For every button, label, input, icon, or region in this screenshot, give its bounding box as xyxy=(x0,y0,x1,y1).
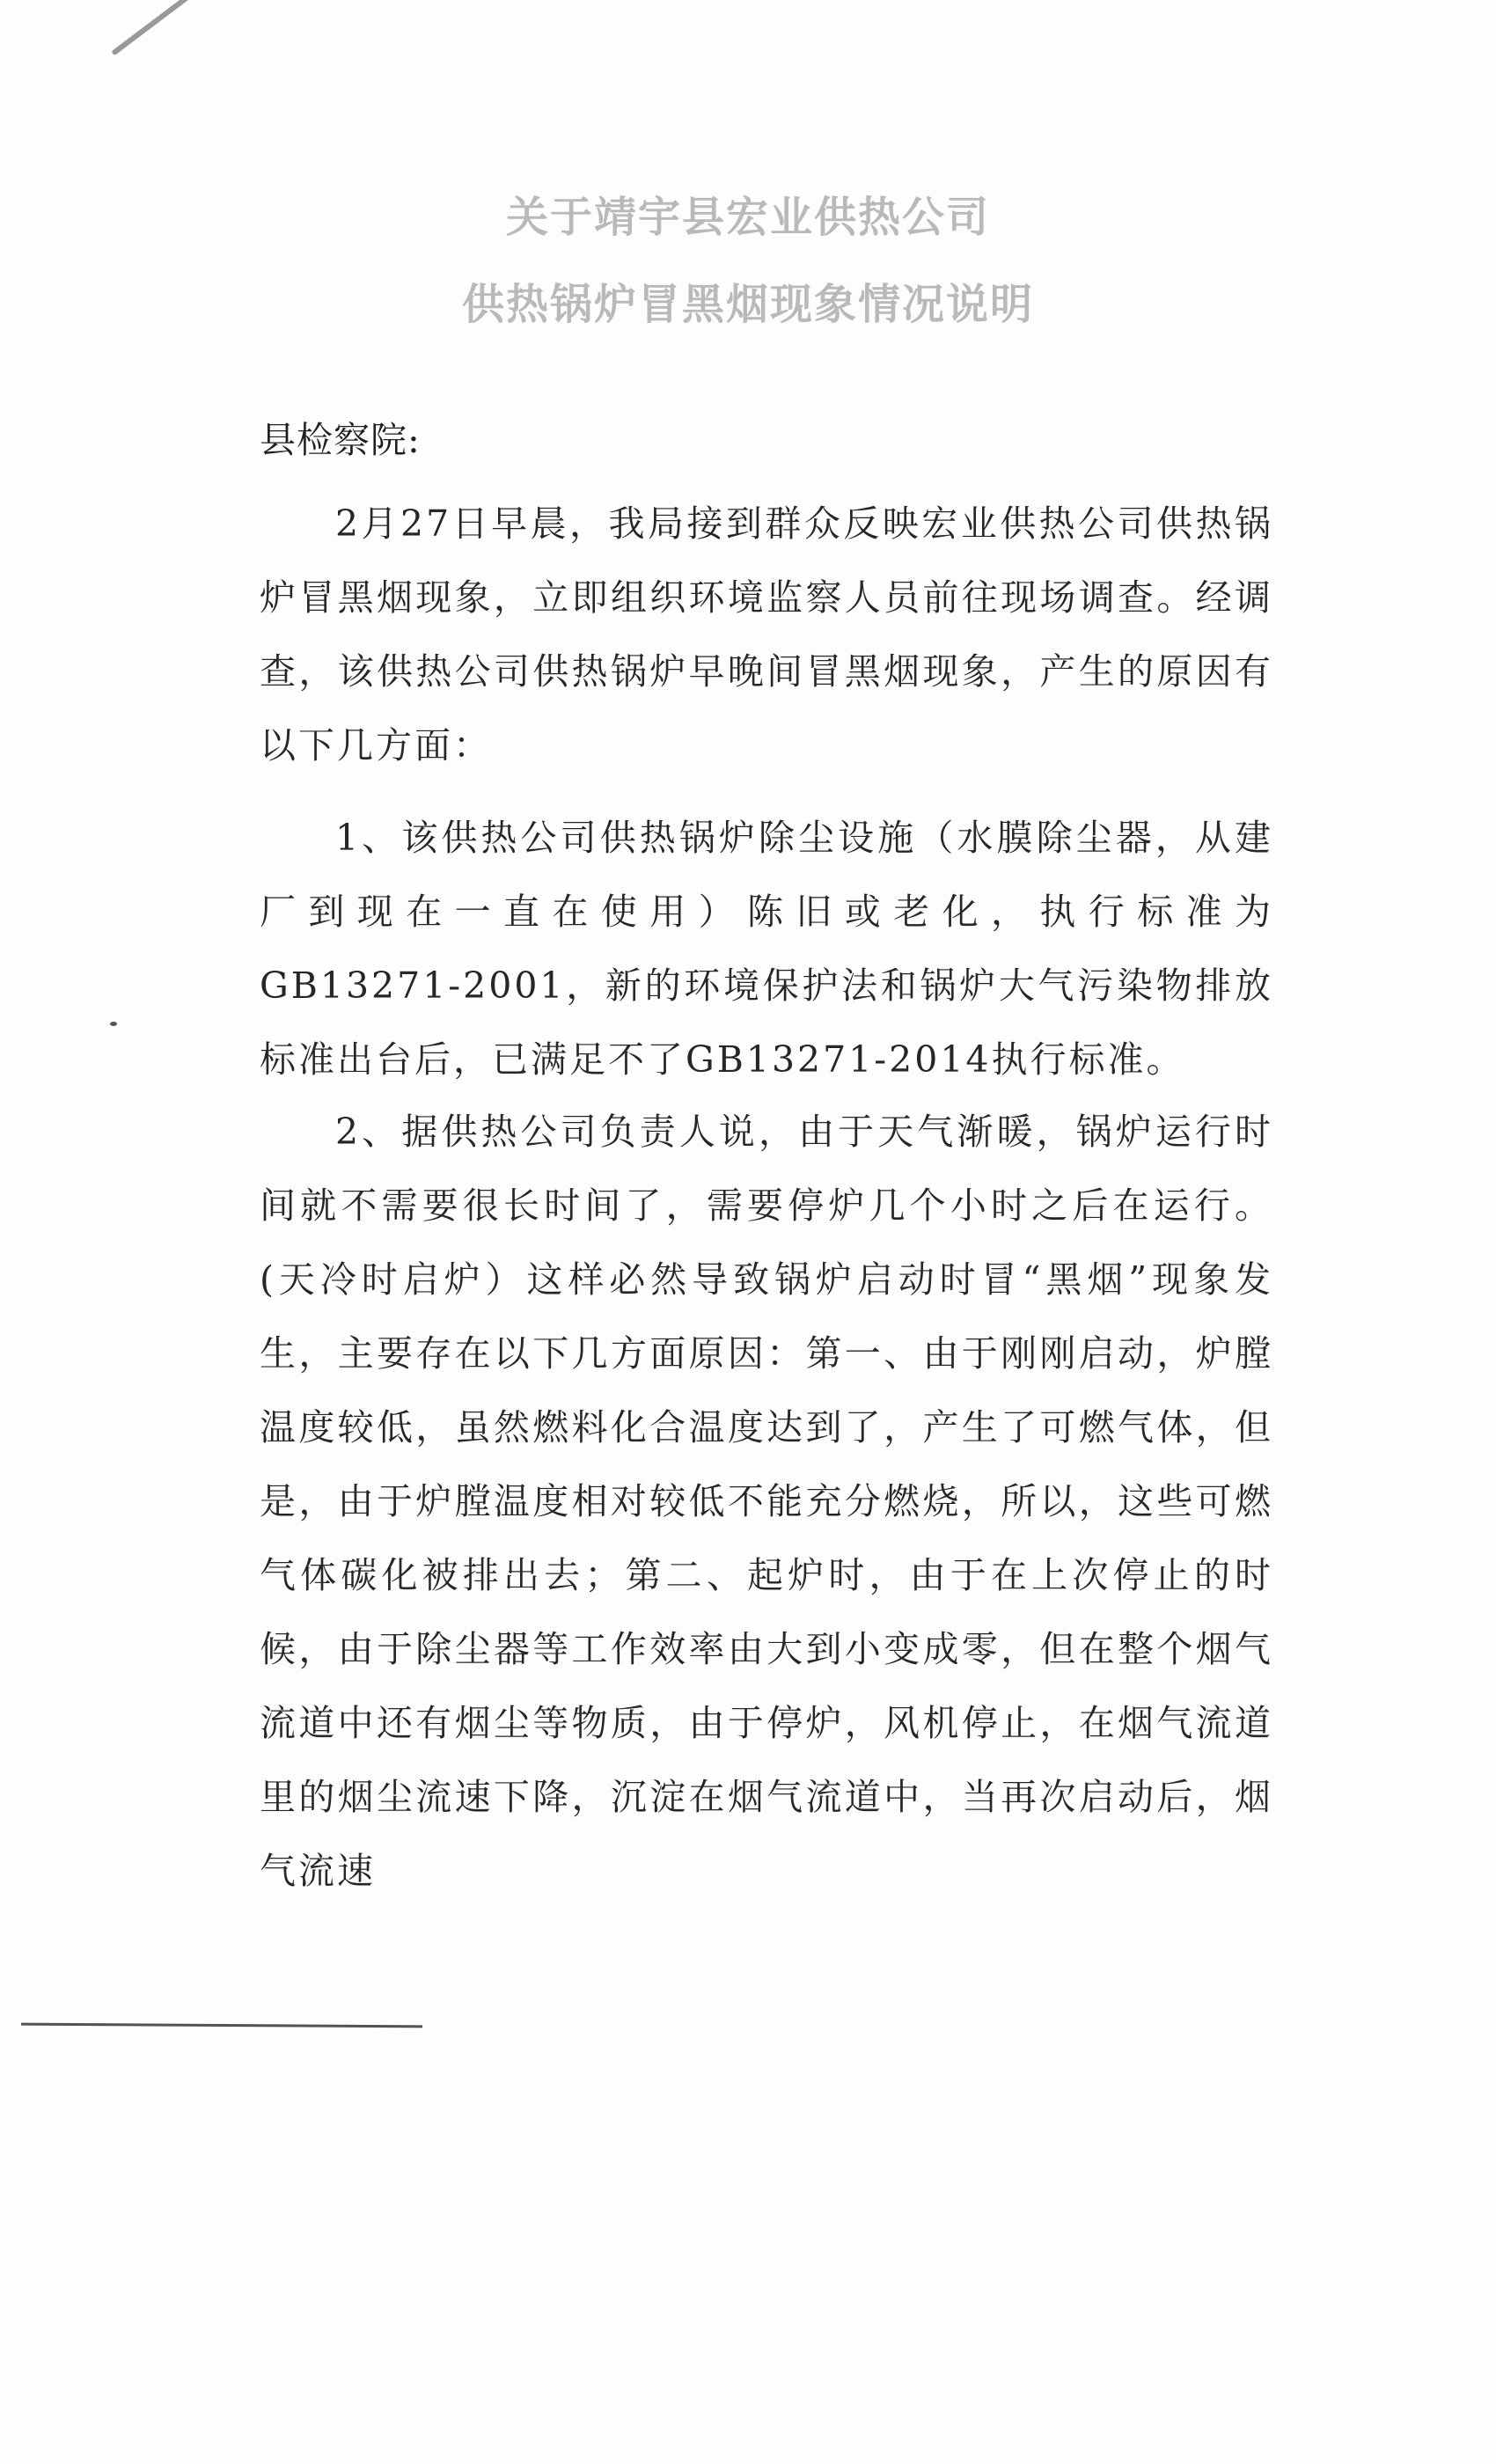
document-title-line-1: 关于靖宇县宏业供热公司 xyxy=(505,193,990,242)
paragraph-reason-2: 2、据供热公司负责人说，由于天气渐暖，锅炉运行时间就不需要很长时间了，需要停炉几个小时之后在运行。(天冷时启炉）这样必然导致锅炉启动时冒“黑烟”现象发生，主要存在以下几方面原因：第一、由于刚刚启动，炉膛温度较低，虽然燃料化合温度达到了，产生了可燃气体，但是，由于炉膛温度相对较低不能充分燃烧，所以，这些可燃气体碳化被排出去；第二、起炉时，由于在上次停止的时候，由于除尘器等工作效率由大到小变成零，但在整个烟气流道中还有烟尘等物质，由于停炉，风机停止，在烟气流道里的烟尘流速下降，沉淀在烟气流道中，当再次启动后，烟气流速 xyxy=(260,1111,1273,1892)
document-title-line-2: 供热锅炉冒黑烟现象情况说明 xyxy=(461,280,1034,329)
paragraph-intro: 2月27日早晨，我局接到群众反映宏业供热公司供热锅炉冒黑烟现象，立即组织环境监察人员前往现场调查。经调查，该供热公司供热锅炉早晚间冒黑烟现象，产生的原因有以下几方面： xyxy=(260,502,1273,766)
scan-bottom-line xyxy=(21,2023,422,2028)
scan-pen-mark xyxy=(111,0,193,55)
scan-dot-mark xyxy=(110,1022,117,1026)
paragraph-reason-1: 1、该供热公司供热锅炉除尘设施（水膜除尘器，从建厂到现在一直在使用）陈旧或老化，执行标准为GB13271-2001，新的环境保护法和锅炉大气污染物排放标准出台后，已满足不了GB13271-2014执行标准。 xyxy=(260,817,1273,1081)
salutation: 县检察院: xyxy=(260,419,421,461)
